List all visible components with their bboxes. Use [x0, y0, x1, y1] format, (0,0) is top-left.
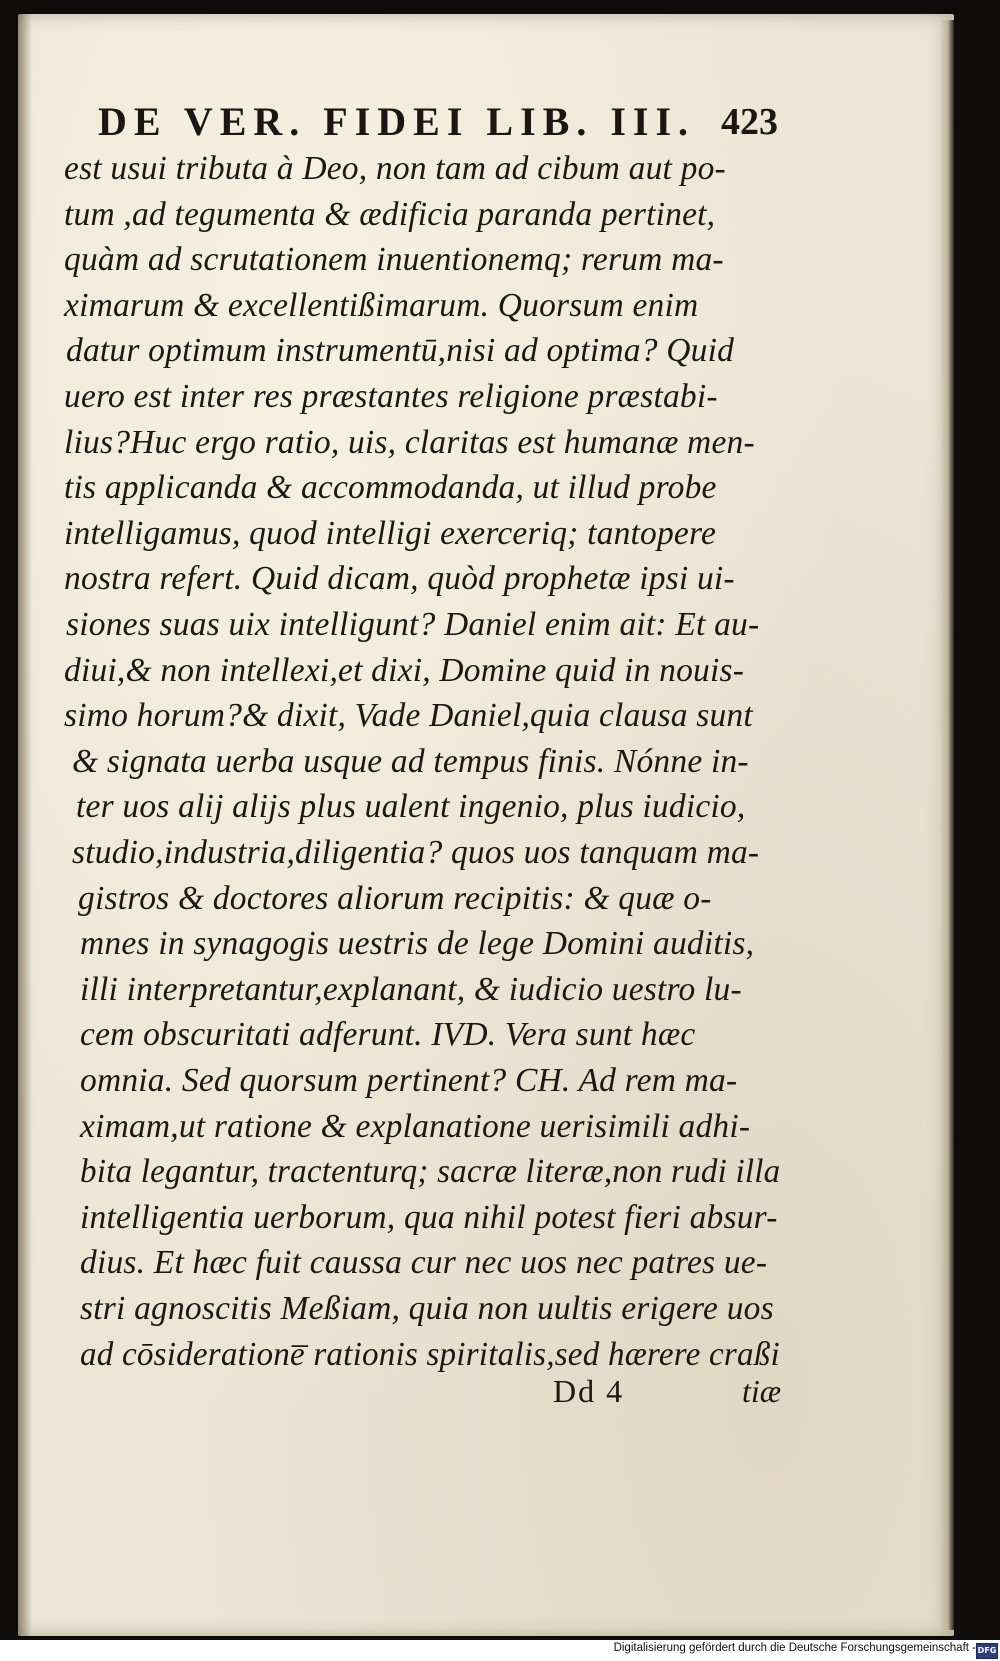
- page-header: [98, 98, 778, 144]
- signature-mark: Dd 4: [553, 1373, 625, 1409]
- catchword: tiæ: [742, 1373, 782, 1409]
- page-number: 423: [721, 101, 778, 143]
- text-line: bita legantur, tractenturq; sacræ literæ,non rudi illa: [80, 1153, 781, 1191]
- page-gutter-shadow: [18, 14, 32, 1636]
- text-line: ter uos alij alijs plus ualent ingenio, plus iudicio,: [76, 788, 746, 826]
- text-line: intelligamus, quod intelligi exerceriq; tantopere: [64, 514, 717, 552]
- text-line: studio,industria,diligentia? quos uos tanquam ma-: [72, 834, 760, 871]
- text-line: tis applicanda & accommodanda, ut illud probe: [64, 469, 717, 507]
- text-line: tum ,ad tegumenta & ædificia paranda pertinet,: [64, 195, 716, 233]
- text-line: illi interpretantur,explanant, & iudicio uestro lu-: [80, 970, 742, 1008]
- text-line: uero est inter res præstantes religione præstabi-: [64, 378, 718, 415]
- text-line: simo horum?& dixit, Vade Daniel,quia clausa sunt: [64, 697, 753, 735]
- text-line: & signata uerba usque ad tempus finis. Nónne in-: [72, 742, 749, 780]
- page-right-edge: [940, 20, 954, 1630]
- digitization-credit: Digitalisierung gefördert durch die Deutsche Forschungsgemeinschaft -: [613, 1642, 976, 1654]
- text-line: siones suas uix intelligunt? Daniel enim ait: Et au-: [66, 606, 760, 643]
- text-line: stri agnoscitis Meßiam, quia non uultis erigere uos: [80, 1290, 774, 1327]
- text-line: nostra refert. Quid dicam, quòd prophetæ ipsi ui-: [64, 560, 735, 598]
- text-line: cem obscuritati adferunt. IVD. Vera sunt hæc: [80, 1016, 696, 1054]
- text-line: datur optimum instrumentū,nisi ad optima? Quid: [66, 332, 735, 370]
- text-line: quàm ad scrutationem inuentionemq; rerum ma-: [64, 241, 724, 279]
- text-line: diui,& non intellexi,et dixi, Domine quid in nouis-: [64, 651, 745, 689]
- text-line: ad cōsideratione̅ rationis spiritalis,sed hærere craßi: [80, 1335, 780, 1373]
- text-line: gistros & doctores aliorum recipitis: & quæ o-: [78, 879, 712, 917]
- text-line: dius. Et hæc fuit caussa cur nec uos nec patres ue-: [80, 1244, 768, 1282]
- running-head: DE VER. FIDEI LIB. III.: [98, 99, 696, 144]
- text-line: intelligentia uerborum, qua nihil potest fieri absur-: [80, 1198, 778, 1236]
- dfg-logo: DFG: [976, 1643, 998, 1659]
- text-line: lius?Huc ergo ratio, uis, claritas est humanæ men-: [64, 423, 755, 461]
- text-line: omnia. Sed quorsum pertinent? CH. Ad rem ma-: [80, 1062, 738, 1099]
- text-line: mnes in synagogis uestris de lege Domini auditis,: [80, 925, 755, 963]
- credit-bar: [0, 1640, 1000, 1661]
- text-line: ximam,ut ratione & explanatione uerisimili adhi-: [80, 1107, 751, 1145]
- text-line: ximarum & excellentißimarum. Quorsum enim: [64, 286, 699, 324]
- text-line: est usui tributa à Deo, non tam ad cibum aut po-: [64, 150, 726, 187]
